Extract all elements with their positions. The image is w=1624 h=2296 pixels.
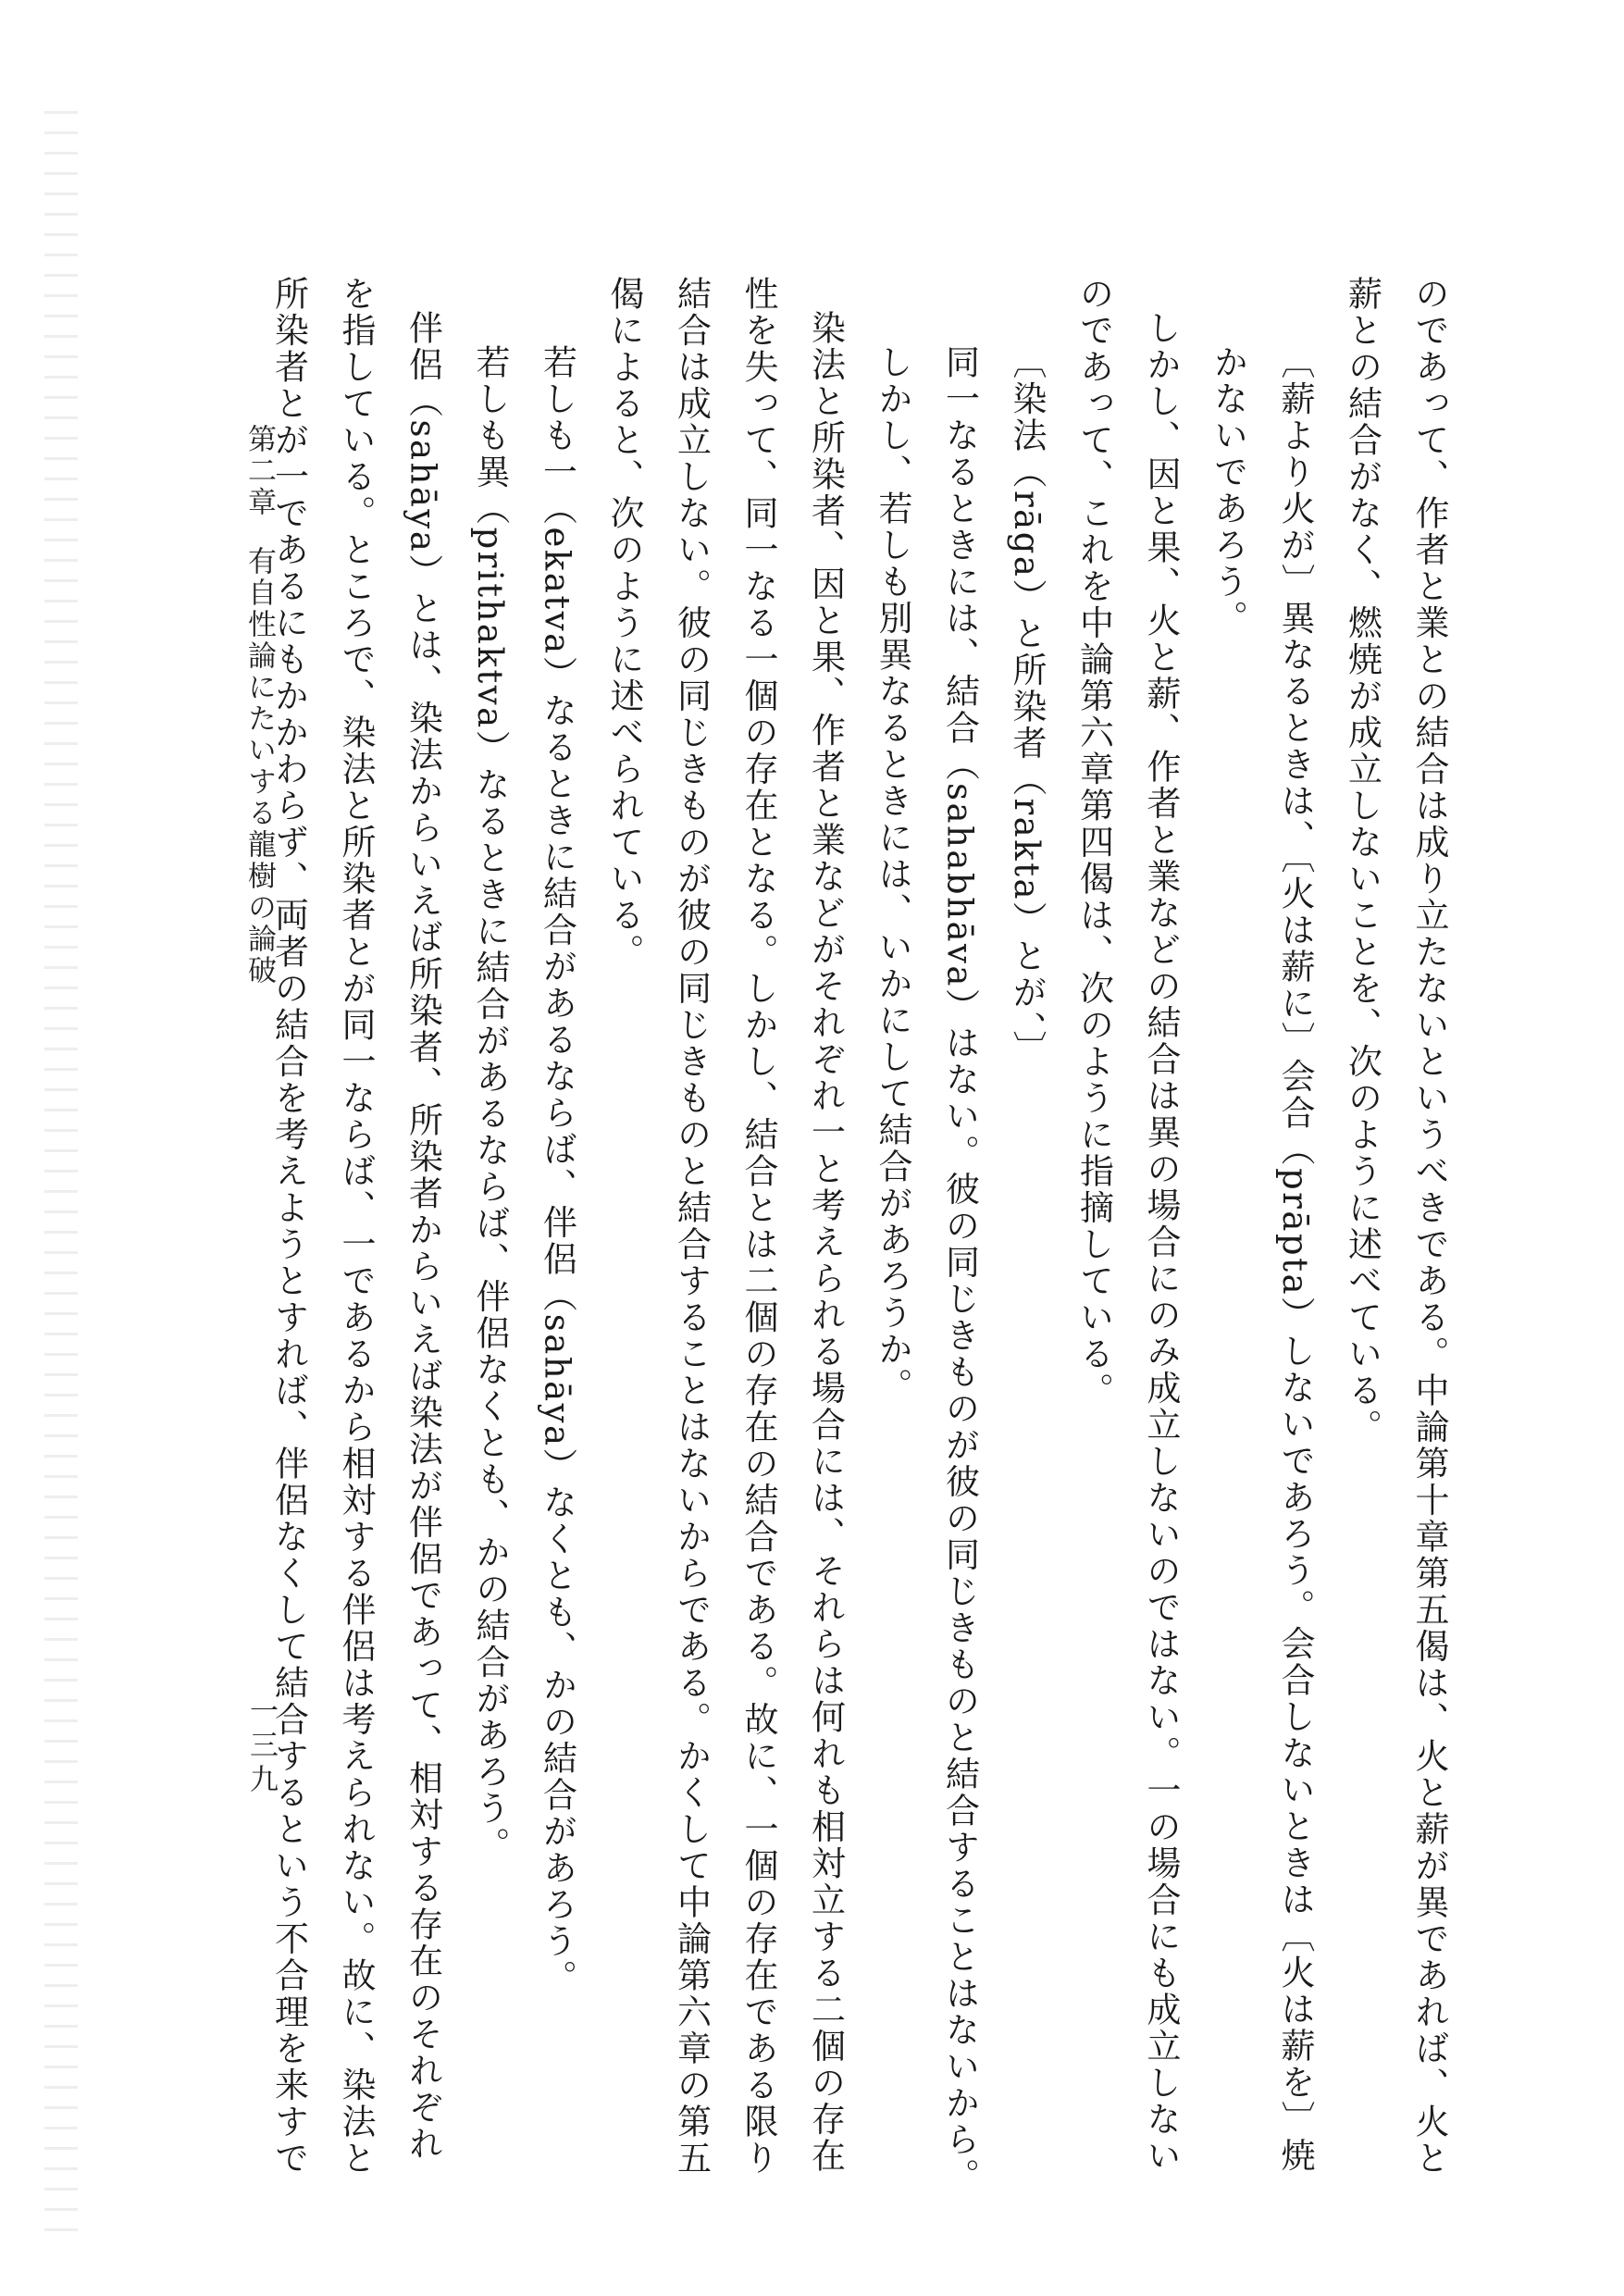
body-line: 性を失って、同一なる一個の存在となる。しかし、結合とは二個の存在の結合である。故に、一個の存在である限り (738, 276, 778, 2177)
body-text (167, 276, 1462, 2195)
body-line: のであって、これを中論第六章第四偈は、次のように指摘している。 (1073, 276, 1114, 1409)
body-line: のであって、作者と業との結合は成り立たないというべきである。中論第十章第五偈は、火と薪が異であれば、火と (1409, 276, 1449, 2177)
body-line: 薪との結合がなく、燃焼が成立しないことを、次のように述べている。 (1342, 276, 1382, 1446)
body-line: 所染者とが一であるにもかかわらず、両者の結合を考えようとすれば、伴侶なくして結合するという不合理を来すで (268, 276, 309, 2177)
body-line: しかし、因と果、火と薪、作者と業などの結合は異の場合にのみ成立しないのではない。一の場合にも成立しない (1141, 310, 1181, 2175)
quoted-verse-line: かないであろう。 (1208, 344, 1248, 637)
body-line: 結合は成立しない。彼の同じきものが彼の同じきものと結合することはないからである。かくして中論第六章の第五 (671, 276, 712, 2177)
body-line: 偈によると、次のように述べられている。 (604, 276, 644, 971)
chapter-title: 有自性論にたいする龍樹の論破 (242, 546, 276, 987)
body-line: を指している。ところで、染法と所染者とが同一ならば、一であるから相対する伴侶は考えられない。故に、染法と (336, 276, 376, 2177)
quoted-verse-line: 同一なるときには、結合（sahabhāva）はない。彼の同じきものが彼の同じきものと結合することはないから。 (939, 344, 980, 2195)
page-number: 一三九 (244, 1695, 278, 1798)
quoted-verse-line: 若しも異（prithaktva）なるときに結合があるならば、伴侶なくとも、かの結合があろう。 (470, 344, 510, 1864)
body-line: 染法と所染者、因と果、作者と業などがそれぞれ一と考えられる場合には、それらは何れも相対立する二個の存在 (805, 310, 846, 2175)
quoted-verse-line: しかし、若しも別異なるときには、いかにして結合があろうか。 (873, 344, 912, 1405)
quoted-verse-line: 〔薪より火が〕異なるときは、〔火は薪に〕会合（prāpta）しないであろう。会合しないときは〔火は薪を〕焼 (1275, 344, 1315, 2175)
quoted-verse-line: 〔染法（rāga）と所染者（rakta）とが、〕 (1007, 344, 1047, 1068)
binding-edge-shadow (44, 111, 78, 2240)
running-header (239, 424, 280, 987)
chapter-label: 第二章 (242, 424, 276, 518)
quoted-verse-line: 若しも一（ekatva）なるときに結合があるならば、伴侶（sahāya）なくとも、かの結合があろう。 (537, 344, 577, 1997)
body-line: 伴侶（sahāya）とは、染法からいえば所染者、所染者からいえば染法が伴侶であって、相対する存在のそれぞれ (403, 310, 443, 2163)
